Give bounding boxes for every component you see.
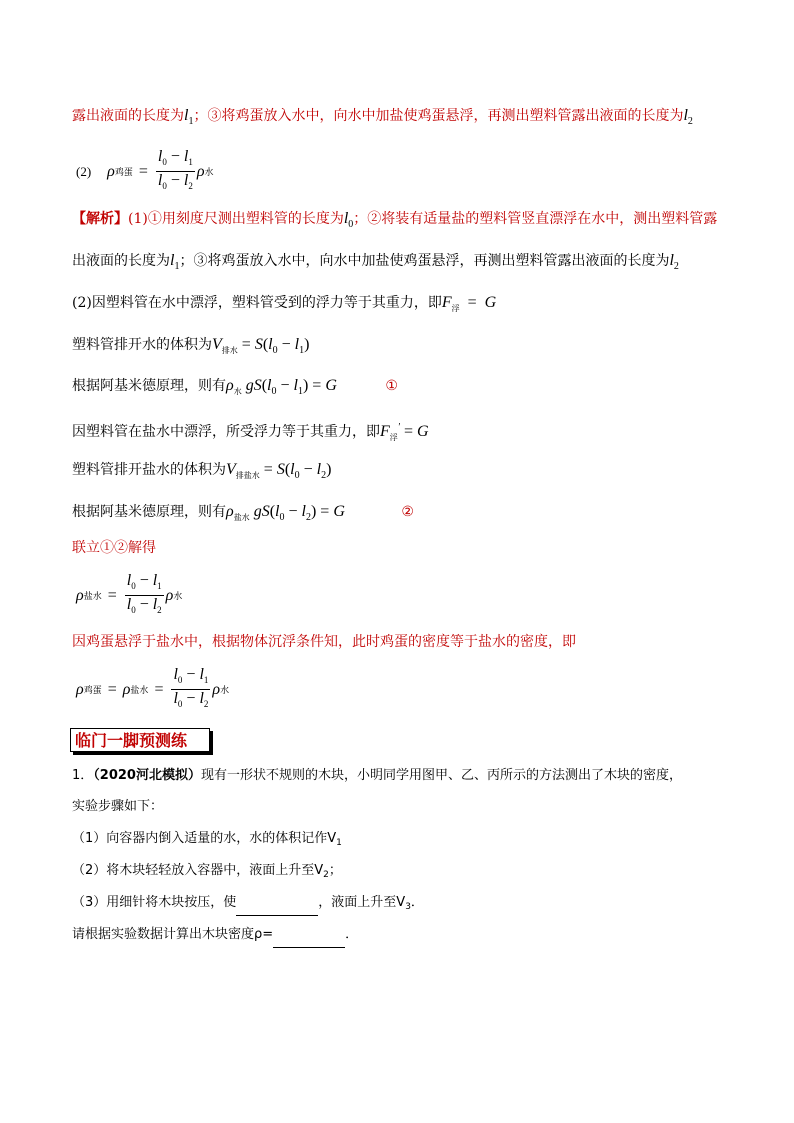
analysis-line-7: 塑料管排开盐水的体积为$V_{排盐水} = S(l_0 - l_2)$: [72, 461, 332, 481]
analysis-line-10: 因鸡蛋悬浮于盐水中，根据物体沉浮条件知，此时鸡蛋的密度等于盐水的密度，即: [72, 634, 576, 650]
analysis-line-2: 出液面的长度为$l_1$；③将鸡蛋放入水中，向水中加盐使鸡蛋悬浮，再测出塑料管露出液面的长度为$l_2$: [72, 252, 679, 272]
analysis-line-6: 因塑料管在盐水中漂浮，所受浮力等于其重力，即$F_浮' = G$: [72, 422, 429, 442]
question-ask: 请根据实验数据计算出木块密度ρ= ．: [72, 925, 358, 948]
answer-blank-1[interactable]: [236, 895, 318, 916]
analysis-line-8: 根据阿基米德原理，则有$\rho_{盐水}$ $gS(l_0 - l_2) = G$ ②: [72, 503, 414, 523]
question-step-2: （2）将木块轻轻放入容器中，液面上升至$V_2$；: [72, 863, 342, 880]
analysis-line-3: (2)因塑料管在水中漂浮，塑料管受到的浮力等于其重力，即$F_浮 = G$: [72, 294, 497, 313]
question-step-3: （3）用细针将木块按压，使 ，液面上升至$V_3$．: [72, 893, 424, 917]
answer-line-1: 露出液面的长度为$l_1$；③将鸡蛋放入水中，向水中加盐使鸡蛋悬浮，再测出塑料管露出液面的长度为$l_2$: [72, 107, 693, 127]
analysis-line-9: 联立①②解得: [72, 540, 156, 556]
question-line-2: 实验步骤如下：: [72, 799, 164, 814]
formula-egg-final: ρ 鸡蛋 = ρ 盐水 = $\frac{l_0 - l_1}{l_0 - l_2}$ ρ 水: [76, 666, 230, 710]
analysis-line-1: 【解析】(1)①用刻度尺测出塑料管的长度为$l_0$；②将装有适量盐的塑料管竖直漂浮在水中，测出塑料管露: [72, 210, 718, 230]
analysis-line-5: 根据阿基米德原理，则有$\rho_水$ $gS(l_0 - l_1) = G$ ①: [72, 377, 398, 397]
formula-saltwater: ρ 盐水 = $\frac{l_0 - l_1}{l_0 - l_2}$ ρ 水: [76, 572, 183, 616]
question-step-1: （1）向容器内倒入适量的水，水的体积记作$V_1$: [72, 831, 342, 848]
question-line-1: 1．（2020河北模拟）现有一形状不规则的木块，小明同学用图甲、乙、丙所示的方法测出了木块的密度，: [72, 768, 682, 783]
answer-formula-egg: (2) ρ 鸡蛋 = $\frac{l_0 - l_1}{l_0 - l_2}$ ρ 水: [76, 148, 214, 192]
answer-blank-2[interactable]: [273, 927, 345, 948]
section-title: 临门一脚预测练: [70, 728, 210, 752]
analysis-line-4: 塑料管排开水的体积为$V_{排水} = S(l_0 - l_1)$: [72, 336, 310, 356]
